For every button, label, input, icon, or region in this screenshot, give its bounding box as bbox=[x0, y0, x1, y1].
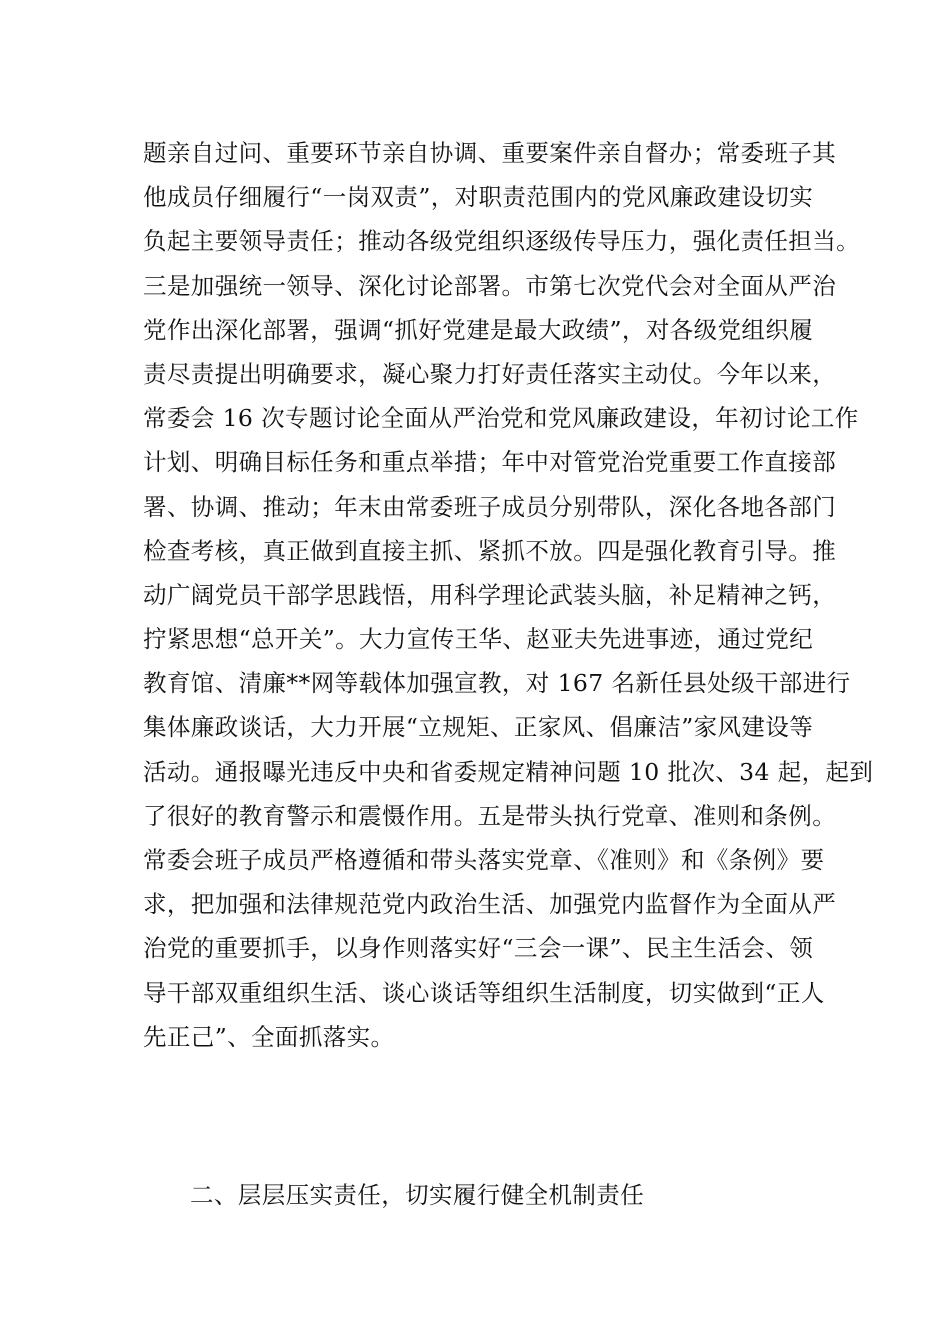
section-heading: 二、层层压实责任，切实履行健全机制责任 bbox=[190, 1181, 645, 1209]
paragraph-line: 计划、明确目标任务和重点举措；年中对管党治党重要工作直接部 bbox=[143, 448, 837, 477]
paragraph-line: 常委会班子成员严格遵循和带头落实党章、《准则》和《条例》要 bbox=[143, 846, 825, 874]
paragraph-line: 活动。通报曝光违反中央和省委规定精神问题 10 批次、34 起，起到 bbox=[143, 757, 874, 786]
paragraph-line: 了很好的教育警示和震慑作用。五是带头执行党章、准则和条例。 bbox=[143, 801, 837, 830]
paragraph-line: 检查考核，真正做到直接主抓、紧抓不放。四是强化教育引导。推 bbox=[143, 536, 837, 565]
paragraph-line: 题亲自过问、重要环节亲自协调、重要案件亲自督办；常委班子其 bbox=[143, 139, 837, 167]
paragraph-line: 集体廉政谈话，大力开展“立规矩、正家风、倡廉洁”家风建设等 bbox=[143, 713, 814, 742]
paragraph-line: 他成员仔细履行“一岗双责”，对职责范围内的党风廉政建设切实 bbox=[143, 183, 814, 212]
paragraph-line: 求，把加强和法律规范党内政治生活、加强党内监督作为全面从严 bbox=[143, 890, 837, 919]
paragraph-line: 党作出深化部署，强调“抓好党建是最大政绩”，对各级党组织履 bbox=[143, 315, 814, 344]
paragraph-line: 教育馆、清廉**网等载体加强宣教，对 167 名新任县处级干部进行 bbox=[143, 669, 851, 698]
paragraph-line: 动广阔党员干部学思践悟，用科学理论武装头脑，补足精神之钙， bbox=[143, 580, 837, 609]
paragraph-line: 三是加强统一领导、深化讨论部署。市第七次党代会对全面从严治 bbox=[143, 271, 837, 300]
body-paragraph bbox=[143, 131, 874, 1059]
paragraph-line: 先正己”、全面抓落实。 bbox=[143, 1022, 395, 1051]
paragraph-line: 负起主要领导责任；推动各级党组织逐级传导压力，强化责任担当。 bbox=[143, 227, 860, 256]
paragraph-line: 常委会 16 次专题讨论全面从严治党和党风廉政建设，年初讨论工作 bbox=[143, 404, 859, 433]
paragraph-line: 拧紧思想“总开关”。大力宣传王华、赵亚夫先进事迹，通过党纪 bbox=[143, 625, 814, 654]
paragraph-line: 治党的重要抓手，以身作则落实好“三会一课”、民主生活会、领 bbox=[143, 934, 814, 963]
paragraph-line: 责尽责提出明确要求，凝心聚力打好责任落实主动仗。今年以来， bbox=[143, 359, 837, 388]
paragraph-line: 导干部双重组织生活、谈心谈话等组织生活制度，切实做到“正人 bbox=[143, 978, 825, 1007]
paragraph-line: 署、协调、推动；年末由常委班子成员分别带队，深化各地各部门 bbox=[143, 492, 837, 521]
